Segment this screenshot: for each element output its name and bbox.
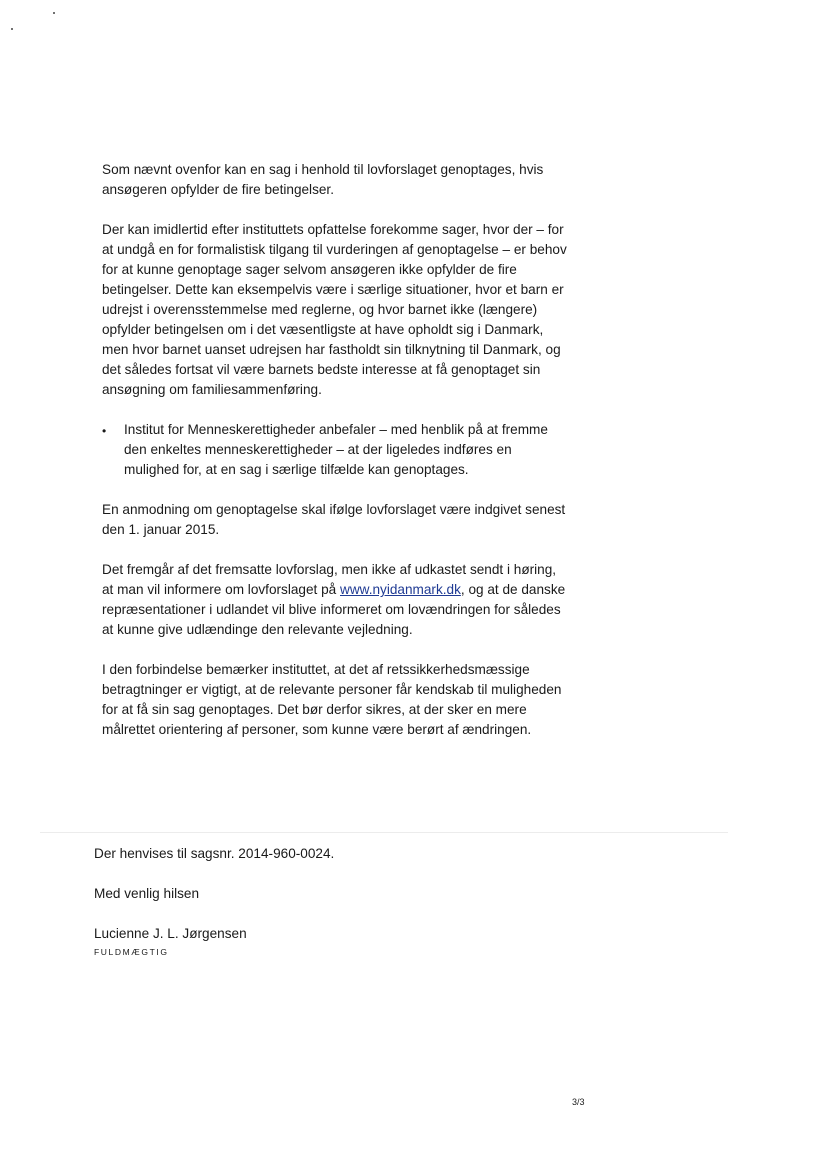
bullet-icon: •	[102, 424, 107, 438]
paragraph-information	[102, 560, 570, 640]
recommendation-bullet	[102, 420, 570, 480]
case-reference: Der henvises til sagsnr. 2014-960-0024.	[94, 846, 335, 861]
page-divider	[40, 832, 728, 833]
paragraph-reopening-conditions: Som nævnt ovenfor kan en sag i henhold til lovforslaget genoptages, hvis ansøgeren opfylder de fire betingelser.	[102, 162, 544, 197]
information-text-before-link: Det fremgår af det fremsatte lovforslag, men ikke af udkastet sendt i høring, at man vil informere om lovforslaget på	[102, 562, 557, 597]
signer-title: FULDMÆGTIG	[94, 947, 169, 957]
letter-closing	[94, 844, 574, 978]
information-text-after-link: , og at de danske repræsentationer i udlandet vil blive informeret om lovændringen for således at kunne give udlændinge den relevante vejledning.	[102, 582, 566, 637]
greeting: Med venlig hilsen	[94, 886, 200, 901]
paragraph-conclusion: I den forbindelse bemærker instituttet, at det af retssikkerhedsmæssige betragtninger er vigtigt, at de relevante personer får kendskab til muligheden for at få sin sag genoptages. Det bør derfor sikres, at der sker en mere målrettet orientering af personer, som kunne være berørt af ændringen.	[102, 662, 562, 737]
recommendation-text: Institut for Menneskerettigheder anbefaler – med henblik på at fremme den enkeltes menneskerettigheder – at der ligeledes indføres en mulighed for, at en sag i særlige tilfælde kan genoptages.	[124, 422, 548, 477]
scan-speck	[11, 28, 13, 30]
letter-body	[102, 160, 570, 760]
signer-name: Lucienne J. L. Jørgensen	[94, 926, 247, 941]
page-number: 3/3	[572, 1097, 585, 1107]
paragraph-deadline: En anmodning om genoptagelse skal ifølge lovforslaget være indgivet senest den 1. januar 2015.	[102, 502, 566, 537]
scan-speck	[53, 12, 55, 14]
nyidanmark-link[interactable]: www.nyidanmark.dk	[340, 582, 461, 597]
paragraph-institute-view: Der kan imidlertid efter instituttets opfattelse forekomme sager, hvor der – for at undgå en for formalistisk tilgang til vurderingen af genoptagelse – er behov for at kunne genoptage sager selvom ansøgeren ikke opfylder de fire betingelser. Dette kan eksempelvis være i særlige situationer, hvor et barn er udrejst i overensstemmelse med reglerne, og hvor barnet ikke (længere) opfylder betingelsen om i det væsentligste at have opholdt sig i Danmark, men hvor barnet uanset udrejsen har fastholdt sin tilknytning til Danmark, og det således fortsat vil være barnets bedste interesse at få genoptaget sin ansøgning om familiesammenføring.	[102, 222, 567, 397]
